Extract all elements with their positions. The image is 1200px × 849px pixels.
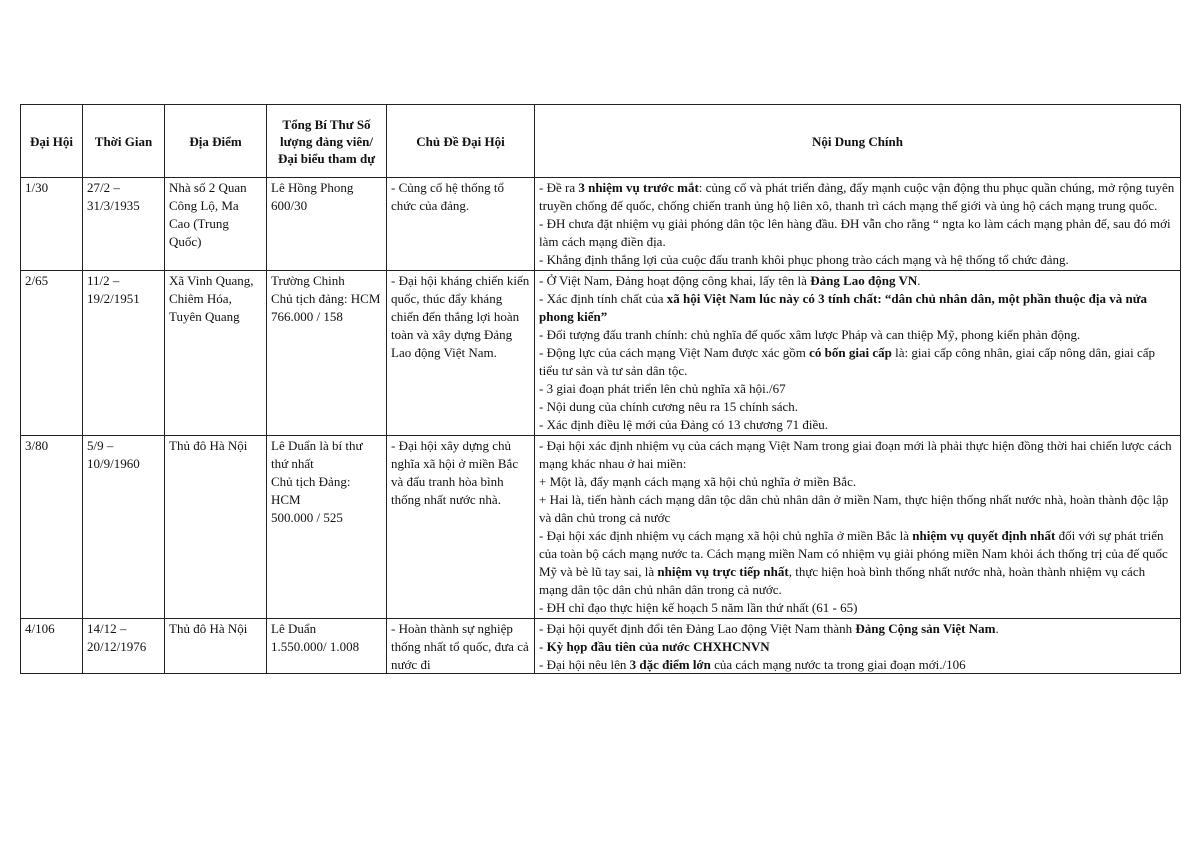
content-line: - Đề ra 3 nhiệm vụ trước mắt: củng cố và phát triển đảng, đẩy mạnh cuộc vận động thu phục quần chúng, mở rộng tuyên truyền chống đế quốc, chống chiến tranh ủng hộ liên xô, thanh trì cách mạng thế giới và ủng hộ cách mạng trung quốc.: [539, 180, 1175, 213]
content-line: + Hai là, tiến hành cách mạng dân tộc dân chủ nhân dân ở miền Nam, thực hiện thống nhất nước nhà, hoàn thành độc lập và dân chủ trong cả nước: [539, 492, 1169, 525]
cell-dai-hoi: 3/80: [21, 436, 83, 619]
content-line: - Đối tượng đấu tranh chính: chủ nghĩa đế quốc xâm lược Pháp và can thiệp Mỹ, phong kiến phản động.: [539, 327, 1081, 342]
cell-dai-hoi: 4/106: [21, 619, 83, 674]
congress-table: [20, 104, 1181, 674]
content-line: - Xác định tính chất của xã hội Việt Nam lúc này có 3 tính chất: “dân chủ nhân dân, một phần thuộc địa và nửa phong kiến”: [539, 291, 1148, 324]
cell-tong-bi-thu: [267, 436, 387, 619]
header-thoi-gian: Thời Gian: [83, 105, 165, 178]
content-line: - ĐH chưa đặt nhiệm vụ giải phóng dân tộc lên hàng đầu. ĐH vẫn cho rằng “ ngta ko làm cách mạng phản đế, sau đó mới làm cách mạng điền địa.: [539, 216, 1171, 249]
tbt-line: Chủ tịch Đảng: HCM: [271, 474, 351, 507]
tbt-line: Lê Duẩn là bí thư thứ nhất: [271, 438, 363, 471]
tbt-line: Lê Duẩn: [271, 621, 317, 636]
header-dia-diem: Địa Điểm: [165, 105, 267, 178]
cell-tong-bi-thu: [267, 271, 387, 436]
cell-noi-dung: [535, 436, 1181, 619]
cell-thoi-gian: 27/2 – 31/3/1935: [83, 178, 165, 271]
content-line: + Một là, đẩy mạnh cách mạng xã hội chủ nghĩa ở miền Bắc.: [539, 474, 857, 489]
header-chu-de: Chủ Đề Đại Hội: [387, 105, 535, 178]
content-line: - 3 giai đoạn phát triển lên chủ nghĩa xã hội./67: [539, 381, 786, 396]
cell-chu-de: - Củng cố hệ thống tổ chức của đảng.: [387, 178, 535, 271]
tbt-line: 500.000 / 525: [271, 510, 343, 525]
content-line: - Nội dung của chính cương nêu ra 15 chính sách.: [539, 399, 799, 414]
cell-thoi-gian: 14/12 – 20/12/1976: [83, 619, 165, 674]
tbt-line: Trường Chinh: [271, 273, 345, 288]
cell-dia-diem: Thủ đô Hà Nội: [165, 436, 267, 619]
cell-dai-hoi: 2/65: [21, 271, 83, 436]
header-row: [21, 105, 1181, 178]
content-line: - Động lực của cách mạng Việt Nam được xác gồm có bốn giai cấp là: giai cấp công nhân, giai cấp nông dân, giai cấp tiểu tư sản và tư sản dân tộc.: [539, 345, 1155, 378]
tbt-line: Chủ tịch đảng: HCM: [271, 291, 381, 306]
cell-dia-diem: Xã Vinh Quang, Chiêm Hóa, Tuyên Quang: [165, 271, 267, 436]
header-dai-hoi: Đại Hội: [21, 105, 83, 178]
header-noi-dung: Nội Dung Chính: [535, 105, 1181, 178]
cell-noi-dung: [535, 619, 1181, 674]
table-row: [21, 619, 1181, 674]
table-row: [21, 178, 1181, 271]
content-line: - Ở Việt Nam, Đảng hoạt động công khai, lấy tên là Đảng Lao động VN.: [539, 273, 921, 288]
content-line: - Đại hội xác định nhiệm vụ của cách mạng Việt Nam trong giai đoạn mới là phải thực hiện đồng thời hai chiến lược cách mạng khác nhau ở hai miền:: [539, 438, 1172, 471]
cell-dia-diem: Nhà số 2 Quan Công Lộ, Ma Cao (Trung Quốc): [165, 178, 267, 271]
content-line: - Đại hội quyết định đổi tên Đảng Lao động Việt Nam thành Đảng Cộng sản Việt Nam.: [539, 621, 999, 636]
content-line: - Đại hội xác định nhiệm vụ cách mạng xã hội chủ nghĩa ở miền Bắc là nhiệm vụ quyết định nhất đối với sự phát triển của toàn bộ cách mạng nước ta. Cách mạng miền Nam có nhiệm vụ giải phóng miền Nam khỏi ách thống trị của đế quốc Mỹ và bè lũ tay sai, là nhiệm vụ trực tiếp nhất, thực hiện hoà bình thống nhất nước nhà, hoàn thành nhiệm vụ cách mạng dân tộc dân chủ nhân dân trong cả nước.: [539, 528, 1168, 597]
tbt-line: Lê Hồng Phong: [271, 180, 354, 195]
header-tong-bi-thu: Tổng Bí Thư Số lượng đảng viên/Đại biểu tham dự: [267, 105, 387, 178]
cell-dia-diem: Thủ đô Hà Nội: [165, 619, 267, 674]
content-line: - ĐH chỉ đạo thực hiện kế hoạch 5 năm lần thứ nhất (61 - 65): [539, 600, 858, 615]
tbt-line: 766.000 / 158: [271, 309, 343, 324]
cell-noi-dung: [535, 271, 1181, 436]
cell-chu-de: - Đại hội xây dựng chủ nghĩa xã hội ở miền Bắc và đấu tranh hòa bình thống nhất nước nhà.: [387, 436, 535, 619]
table-row: [21, 271, 1181, 436]
content-line: - Xác định điều lệ mới của Đảng có 13 chương 71 điều.: [539, 417, 829, 432]
content-line: - Đại hội nêu lên 3 đặc điểm lớn của cách mạng nước ta trong giai đoạn mới./106: [539, 657, 966, 672]
content-line: - Kỳ họp đầu tiên của nước CHXHCNVN: [539, 639, 770, 654]
cell-chu-de: - Hoàn thành sự nghiệp thống nhất tổ quốc, đưa cả nước đi: [387, 619, 535, 674]
cell-tong-bi-thu: [267, 178, 387, 271]
content-line: - Khẳng định thắng lợi của cuộc đấu tranh khôi phục phong trào cách mạng và hệ thống tổ chức đảng.: [539, 252, 1069, 267]
tbt-line: 600/30: [271, 198, 308, 213]
table-row: [21, 436, 1181, 619]
tbt-line: 1.550.000/ 1.008: [271, 639, 360, 654]
cell-chu-de: - Đại hội kháng chiến kiến quốc, thúc đẩy kháng chiến đến thắng lợi hoàn toàn và xây dựng Đảng Lao động Việt Nam.: [387, 271, 535, 436]
cell-thoi-gian: 11/2 – 19/2/1951: [83, 271, 165, 436]
cell-thoi-gian: 5/9 – 10/9/1960: [83, 436, 165, 619]
cell-tong-bi-thu: [267, 619, 387, 674]
cell-noi-dung: [535, 178, 1181, 271]
cell-dai-hoi: 1/30: [21, 178, 83, 271]
